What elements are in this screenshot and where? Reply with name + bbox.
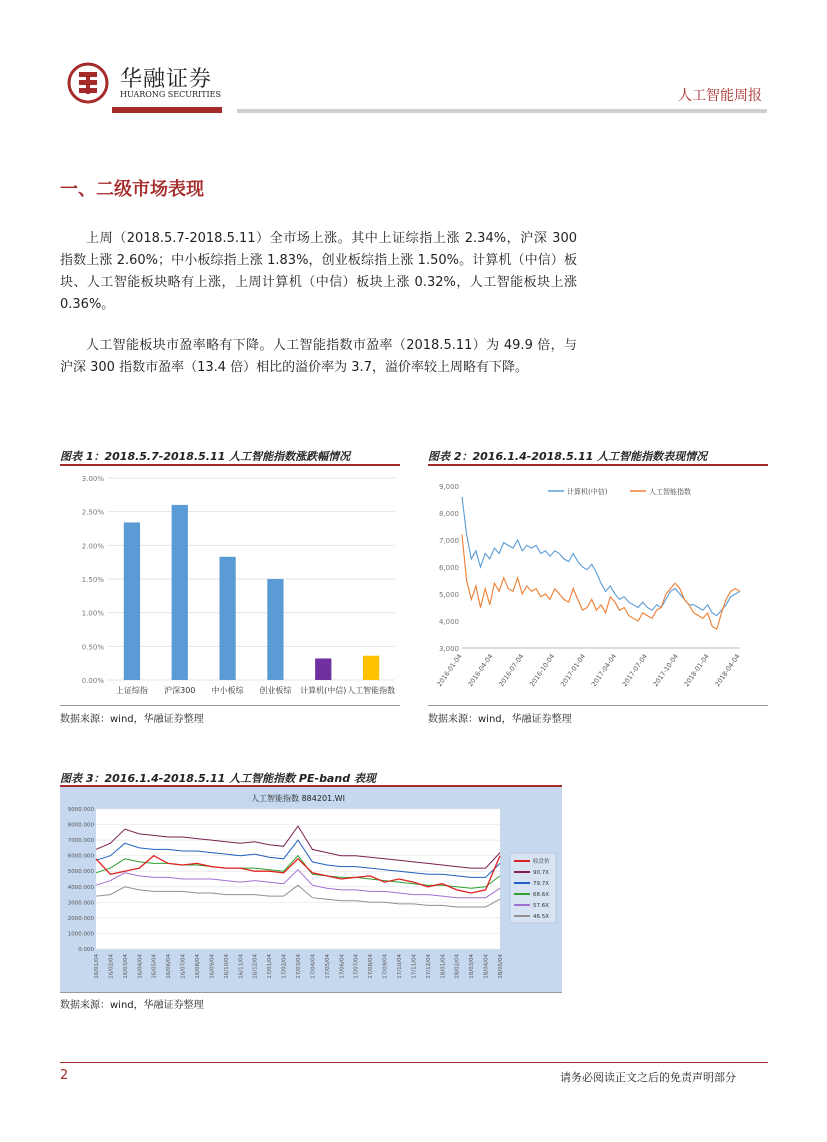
x-tick-label: 中小板综 [211, 686, 244, 695]
footer-rule [60, 1062, 768, 1063]
figure-3-source: 数据来源：wind，华融证券整理 [60, 1000, 204, 1011]
x-tick-label: 17/10/04 [397, 954, 403, 979]
x-tick-label: 18/03/04 [469, 954, 476, 979]
figure-1-top-rule [60, 464, 400, 466]
y-tick-label: 7,000 [438, 537, 459, 545]
y-tick-label: 7000.000 [67, 838, 94, 845]
x-tick-label: 17/05/04 [324, 954, 331, 979]
series-line [462, 497, 740, 616]
x-tick-label: 18/02/04 [454, 954, 461, 979]
x-tick-label: 17/02/04 [281, 954, 288, 979]
x-tick-label: 16/10/04 [223, 954, 230, 979]
y-tick-label: 0.00% [81, 677, 104, 685]
x-tick-label: 计算机(中信) [300, 686, 347, 695]
x-tick-label: 16/09/04 [209, 954, 216, 979]
x-tick-label: 2016-04-04 [466, 652, 495, 689]
legend-label: 90.7X [533, 870, 550, 876]
paragraph-2: 人工智能板块市盈率略有下降。人工智能指数市盈率（2018.5.11）为 49.9 倍，与沪深 300 指数市盈率（13.4 倍）相比的溢价率为 3.7，溢价率较上周略有下降。 [60, 338, 577, 375]
y-tick-label: 2.50% [81, 508, 104, 517]
x-tick-label: 2018-04-04 [713, 652, 742, 689]
x-tick-label: 2017-01-04 [558, 652, 588, 689]
x-tick-label: 16/08/04 [195, 954, 201, 979]
x-tick-label: 沪深300 [164, 686, 196, 695]
report-name: 人工智能周报 [678, 88, 762, 104]
figure-1-caption: 图表 1：2018.5.7-2018.5.11 人工智能指数涨跌幅情况 [60, 450, 351, 463]
y-tick-label: 6000.000 [67, 853, 94, 860]
pe-band-chart [60, 787, 562, 992]
x-tick-label: 17/06/04 [339, 954, 346, 979]
y-tick-label: 6,000 [438, 564, 459, 572]
x-tick-label: 17/03/04 [296, 954, 302, 979]
company-name-cn: 华融证券 [120, 67, 213, 92]
y-tick-label: 0.000 [78, 947, 94, 953]
plot-area [96, 809, 500, 949]
x-tick-label: 16/06/04 [166, 954, 173, 979]
y-tick-label: 3,000 [438, 645, 459, 653]
x-tick-label: 18/04/04 [483, 954, 490, 979]
legend-label: 68.6X [533, 892, 550, 898]
y-tick-label: 8000.000 [67, 822, 94, 829]
x-tick-label: 16/05/04 [151, 954, 158, 979]
bar [363, 656, 379, 680]
header [0, 0, 827, 120]
company-name-en: HUARONG SECURITIES [120, 90, 221, 99]
figure-2-source: 数据来源：wind，华融证券整理 [428, 714, 572, 725]
figure-2-caption: 图表 2：2016.1.4-2018.5.11 人工智能指数表现情况 [428, 450, 708, 463]
x-tick-label: 2017-07-04 [620, 652, 649, 689]
figure-3-caption: 图表 3：2016.1.4-2018.5.11 人工智能指数 PE-band 表现 [60, 772, 376, 785]
legend-label: 46.5X [533, 914, 550, 920]
figure-3-bottom-rule [60, 992, 562, 993]
x-tick-label: 17/11/04 [411, 954, 418, 979]
x-tick-label: 2017-04-04 [589, 652, 619, 689]
x-tick-label: 16/02/04 [108, 954, 115, 979]
x-tick-label: 17/08/04 [368, 954, 375, 979]
y-tick-label: 9,000 [438, 483, 459, 491]
x-tick-label: 16/01/04 [94, 954, 100, 979]
x-tick-label: 16/07/04 [180, 954, 187, 979]
figure-1-source: 数据来源：wind，华融证券整理 [60, 714, 204, 725]
y-tick-label: 0.50% [81, 643, 104, 652]
x-tick-label: 2016-07-04 [497, 652, 526, 689]
figure-2-top-rule [428, 464, 768, 466]
bar [315, 658, 331, 680]
y-tick-label: 4000.000 [67, 884, 94, 891]
legend-label: 79.7X [533, 881, 550, 887]
x-tick-label: 人工智能指数 [347, 686, 396, 695]
x-tick-label: 2016-10-04 [528, 652, 557, 689]
x-tick-label: 17/09/04 [382, 954, 389, 979]
y-tick-label: 5,000 [438, 591, 459, 599]
x-tick-label: 17/01/04 [267, 954, 274, 979]
x-tick-label: 18/05/04 [498, 954, 504, 979]
y-tick-label: 9000.000 [67, 807, 94, 813]
header-rule-red [112, 107, 222, 113]
legend-label: 57.6X [533, 903, 550, 909]
x-tick-label: 2016-01-04 [435, 652, 464, 689]
x-tick-label: 16/11/04 [238, 954, 245, 979]
section-title: 一、二级市场表现 [60, 179, 204, 200]
bar-chart-weekly-change [60, 468, 400, 704]
y-tick-label: 8,000 [438, 510, 459, 518]
y-tick-label: 1.00% [81, 609, 104, 618]
disclaimer-note: 请务必阅读正文之后的免责声明部分 [560, 1071, 736, 1084]
x-tick-label: 16/03/04 [122, 954, 129, 979]
chart-title: 人工智能指数 884201.WI [251, 794, 345, 803]
y-tick-label: 5000.000 [67, 869, 94, 876]
bar [172, 505, 188, 680]
bar [124, 522, 140, 680]
y-tick-label: 3000.000 [67, 900, 94, 907]
legend-label: 收盘价 [533, 859, 550, 865]
line-chart-index-performance [428, 468, 768, 704]
huarong-logo-icon [67, 62, 109, 104]
figure-1-bottom-rule [60, 705, 400, 706]
page-number: 2 [60, 1068, 69, 1083]
x-tick-label: 18/01/04 [440, 954, 447, 979]
y-tick-label: 3.00% [81, 475, 104, 483]
bar [267, 579, 283, 680]
x-tick-label: 17/12/04 [425, 954, 432, 979]
x-tick-label: 创业板综 [259, 686, 292, 695]
y-tick-label: 2.00% [81, 542, 104, 551]
x-tick-label: 17/04/04 [310, 954, 317, 979]
legend-label: 计算机(中信) [567, 488, 608, 496]
y-tick-label: 2000.000 [67, 915, 94, 922]
paragraph-1: 上周（2018.5.7-2018.5.11）全市场上涨。其中上证综指上涨 2.34%，沪深 300 指数上涨 2.60%；中小板综指上涨 1.83%，创业板综指上涨 1.50%。计算机（中信）板块、人工智能板块略有上涨，上周计算机（中信）板块上涨 0.32%，人工智能板块上涨 0.36%。 [60, 231, 577, 312]
x-tick-label: 上证综指 [115, 686, 148, 695]
y-tick-label: 1.50% [81, 576, 104, 584]
x-tick-label: 2017-10-04 [651, 652, 680, 689]
x-tick-label: 16/12/04 [252, 954, 259, 979]
x-tick-label: 17/07/04 [353, 954, 360, 979]
legend-label: 人工智能指数 [649, 488, 691, 496]
x-tick-label: 16/04/04 [137, 954, 144, 979]
figure-2-bottom-rule [428, 705, 768, 706]
bar [219, 557, 235, 680]
header-rule-gray [237, 109, 767, 113]
y-tick-label: 1000.000 [67, 931, 94, 938]
x-tick-label: 2018-01-04 [682, 652, 711, 689]
y-tick-label: 4,000 [438, 618, 459, 626]
